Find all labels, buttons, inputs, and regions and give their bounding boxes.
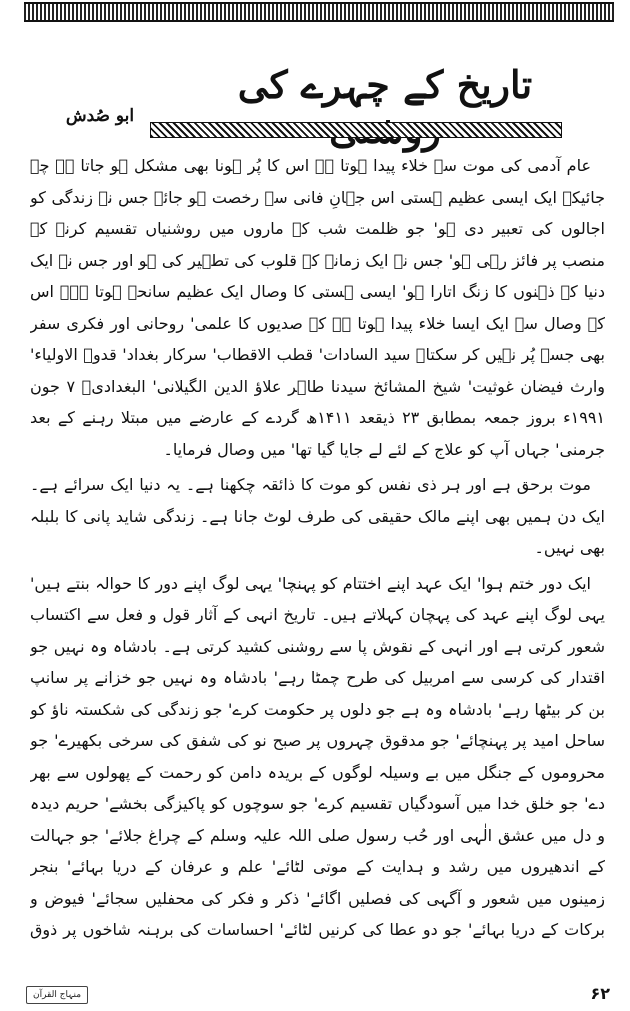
article-header bbox=[0, 56, 630, 146]
paragraph: عام آدمی کی موت سے خلاء پیدا ہوتا ہے اس کا پُر ہونا بھی مشکل ہو جاتا ہے چہ جائیکہ ایک ایسی عظیم ہستی اس جہانِ فانی سے رخصت ہو جائے جس نے زندگی کو اجالوں کی تعبیر دی ہو' جو ظلمت شب کے ماروں میں روشنیاں تقسیم کرنے کے منصب پر فائز رہی ہو' جس نے ایک زمانے کے قلوب کی تطہیر کی ہو اور جس نے ایک دنیا کے ذہنوں کا زنگ اتارا ہو' ایسی ہستی کا وصال ایک عظیم سانحہ ہوتا ہے۔ اس کے وصال سے ایک ایسا خلاء پیدا ہوتا ہے کہ صدیوں کا علمی' روحانی اور فکری سفر بھی جسے پُر نہیں کر سکتا۔ سید السادات' قطب الاقطاب' سرکار بغداد' قدوۃ الاولیاء' وارث فیضان غوثیت' شیخ المشائخ سیدنا طاہر علاؤ الدین الگیلانی' البغدادیؒ ۷ جون ۱۹۹۱ء بروز جمعہ بمطابق ۲۳ ذیقعد ۱۴۱۱ھ گردے کے عارضے میں مبتلا رہنے کے بعد جرمنی' جہاں آپ کو علاج کے لئے لے جایا گیا تھا' میں وصال فرمایا۔ bbox=[30, 156, 605, 459]
page-number: ۶۲ bbox=[590, 984, 610, 1003]
paragraph: موت برحق ہے اور ہر ذی نفس کو موت کا ذائقہ چکھنا ہے۔ یہ دنیا ایک سرائے ہے۔ ایک دن ہمیں بھی اپنے مالک حقیقی کی طرف لوٹ جانا ہے۔ زندگی شاید پانی کا بلبلہ بھی نہیں۔ bbox=[30, 475, 605, 557]
top-border-pattern bbox=[24, 2, 614, 22]
article-title: تاریخ کے چہرے کی bbox=[237, 62, 533, 107]
author-name: ابو صُدش bbox=[65, 106, 135, 126]
article-body bbox=[30, 150, 605, 950]
magazine-logo: منہاج القرآن bbox=[26, 986, 88, 1004]
paragraph: ایک دور ختم ہوا' ایک عہد اپنے اختتام کو پہنچا' یہی لوگ اپنے دور کا حوالہ بنتے ہیں' یہی لوگ اپنے عہد کی پہچان کہلاتے ہیں۔ تاریخ انہی کے آثار قول و فعل سے اکتساب شعور کرتی ہے اور انہی کے نقوش پا سے روشنی کشید کرتی ہے۔ بادشاہ وہ نہیں جو اقتدار کی کرسی سے امربیل کی طرح چمٹا رہے' بادشاہ وہ نہیں جو خزانے پر سانپ بن کر بیٹھا رہے' بادشاہ وہ ہے جو دلوں پر حکومت کرے' جو زندگی کی شکستہ ناؤ کو ساحل امید پر پہنچائے' جو مدقوق چہروں پر صبح نو کی شفق کی سرخی بکھیرے' جو محروموں کے جنگل میں بے وسیلہ لوگوں کے بریدہ دامن کو رحمت کے پھولوں سے بھر دے' جو خلق خدا میں آسودگیاں تقسیم کرے' جو سوچوں کو پاکیزگی بخشے' حریم دیدہ و دل میں عشق الٰہی اور حُب رسول صلی اللہ علیہ وسلم کے چراغ جلائے' جو جہالت کے اندھیروں میں رشد و ہدایت کے موتی لٹائے' علم و عرفان کے دریا بہائے' بنجر زمینوں میں شعور و آگہی کی فصلیں اگائے' ذکر و فکر کی محفلیں سجائے' فیوض و برکات کے دریا بہائے' جو دو عطا کی کرنیں لٹائے' احساسات کی برہنہ شاخوں پر ذوق bbox=[30, 573, 605, 939]
title-underline-hatch bbox=[150, 122, 562, 138]
